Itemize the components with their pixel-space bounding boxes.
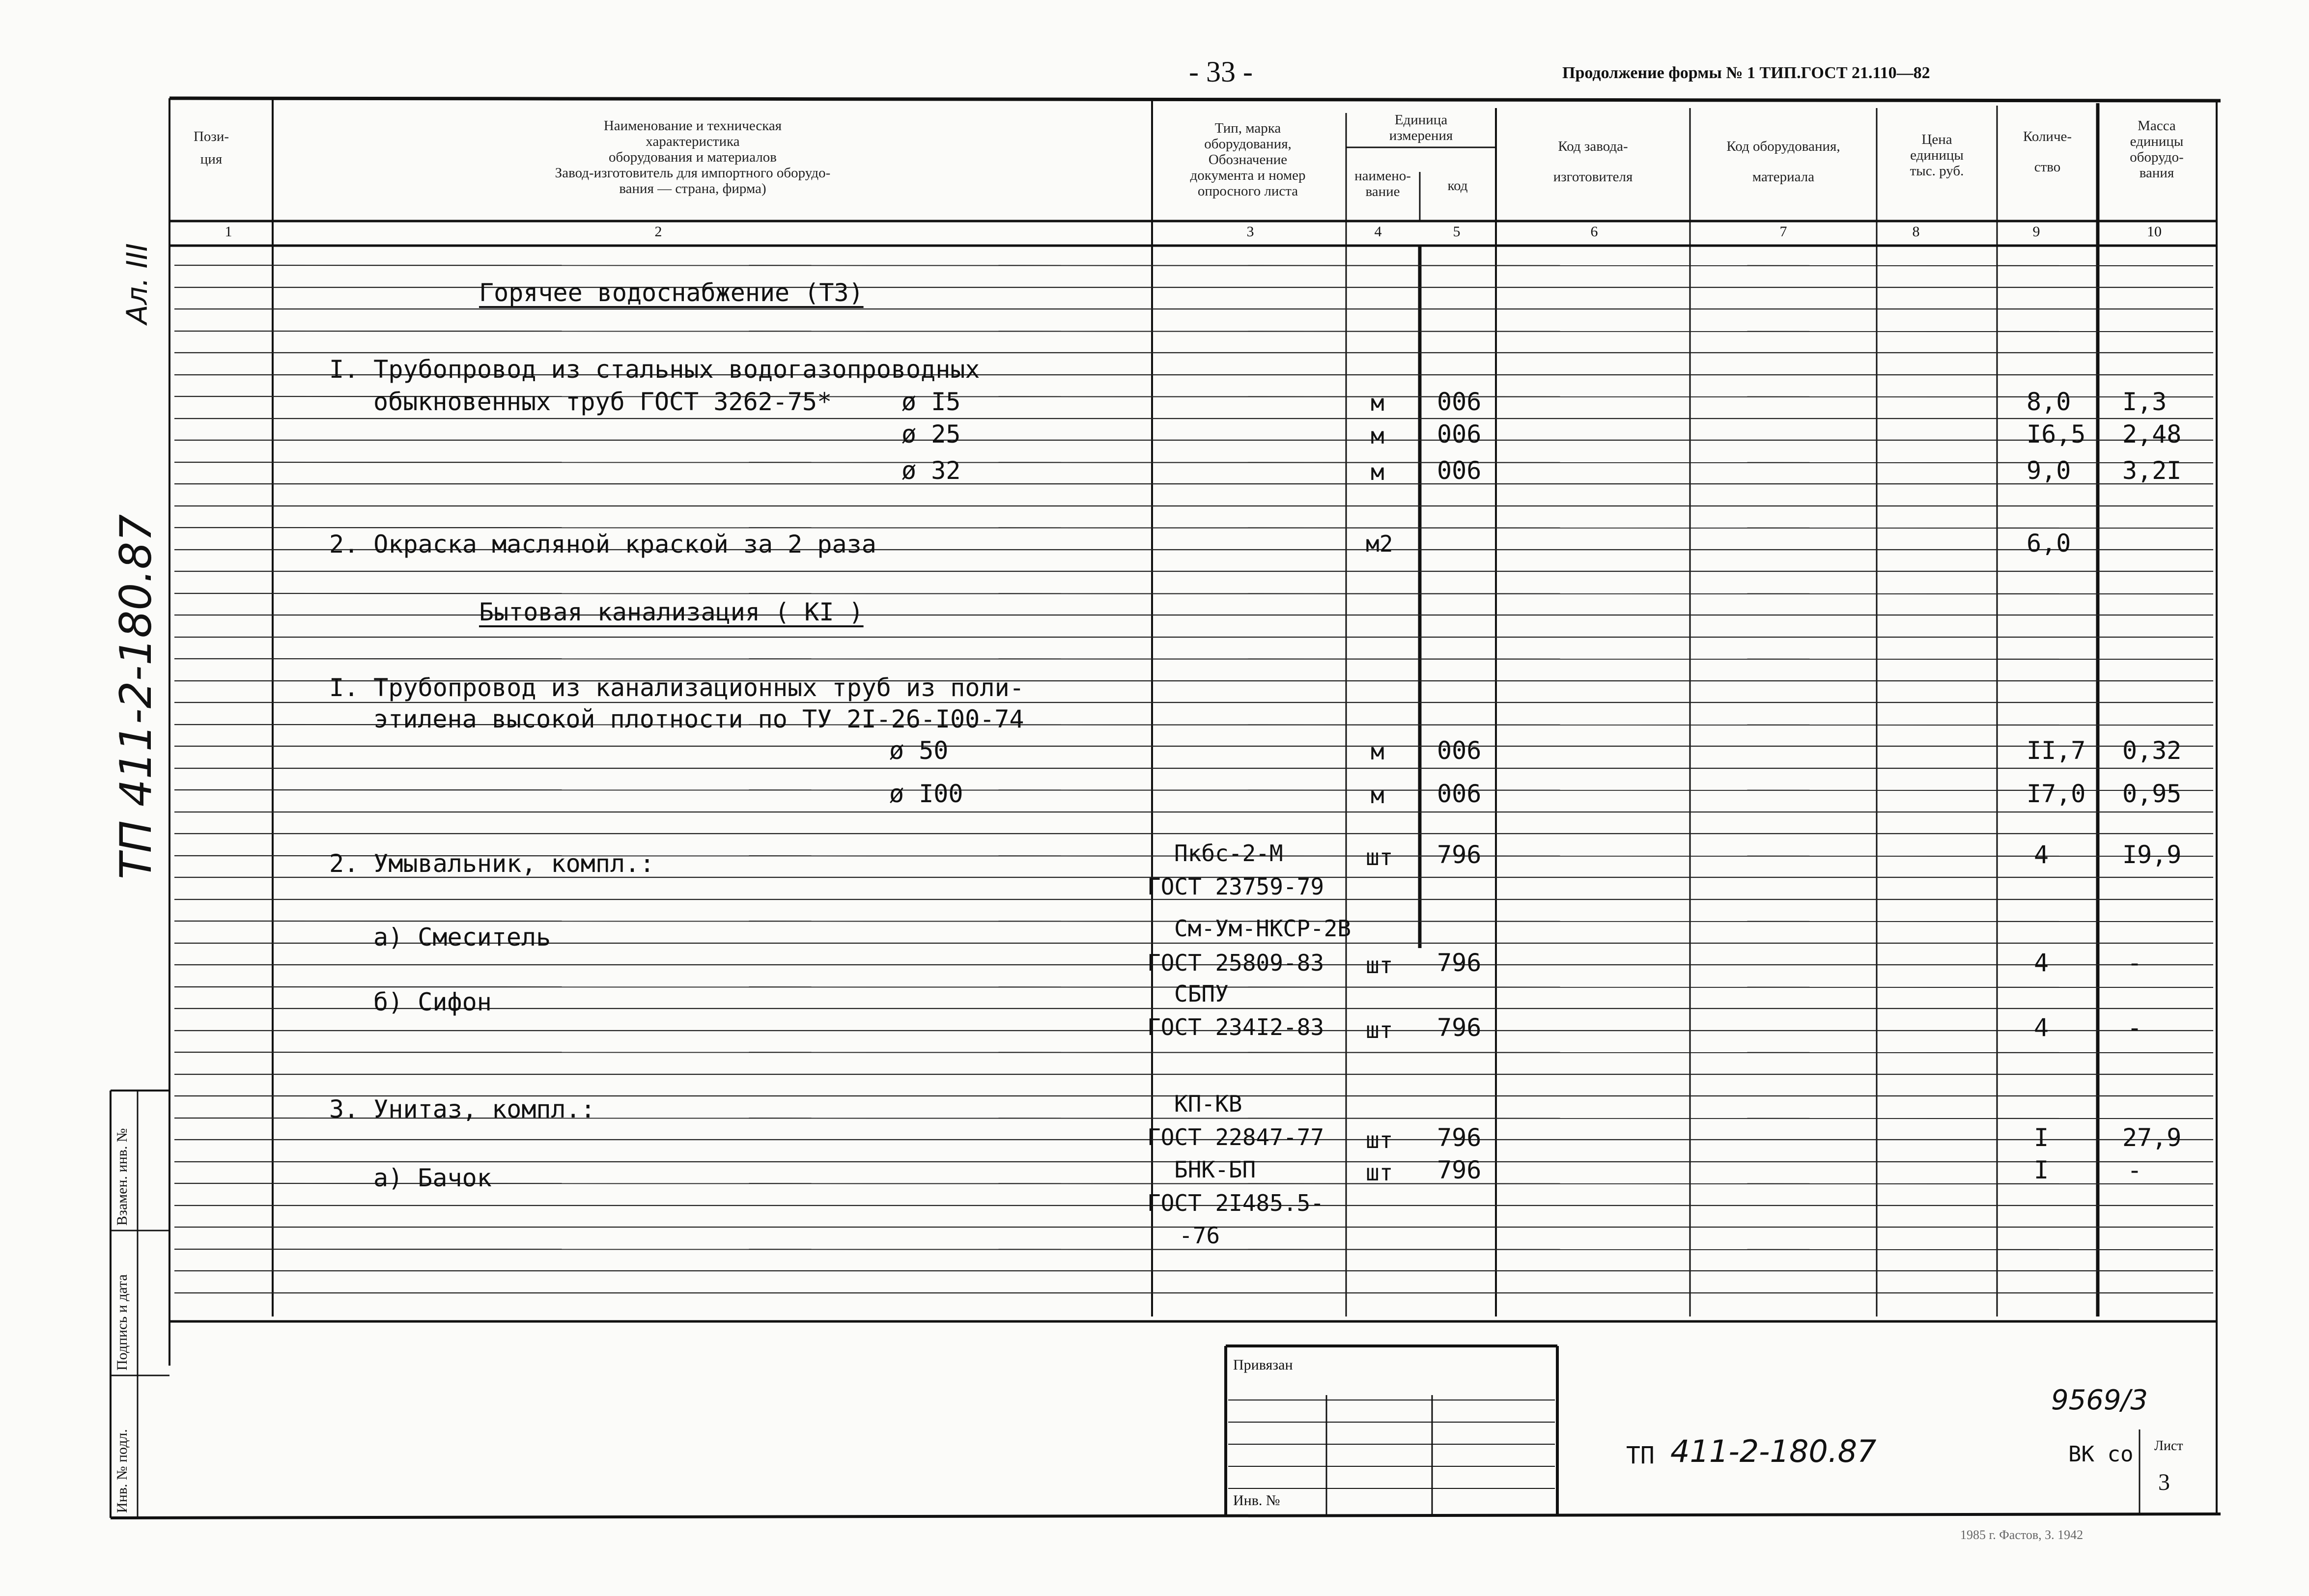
siphon-mass: - — [2127, 1013, 2142, 1042]
header-col9: Количе- ство — [2023, 129, 2072, 175]
pipe4-unit: м — [1371, 738, 1384, 765]
mixer-qty: 4 — [2034, 949, 2049, 977]
washbasin-name: 2. Умывальник, компл.: — [329, 849, 655, 878]
pipe3-unit: м — [1371, 459, 1384, 485]
siphon-unit: шт — [1366, 1017, 1393, 1043]
pipe5-unit: м — [1371, 782, 1384, 809]
col-number-6: 6 — [1590, 224, 1598, 240]
mixer-code: 796 — [1437, 949, 1482, 977]
washbasin-qty: 4 — [2034, 840, 2049, 869]
tank-type: БНК-БП — [1174, 1156, 1256, 1183]
col-number-5: 5 — [1453, 224, 1461, 240]
pipe5-qty: I7,0 — [2027, 780, 2086, 808]
tank-doc2: -76 — [1179, 1222, 1220, 1249]
pipe2-qty: I6,5 — [2027, 420, 2086, 448]
pipe4-code: 006 — [1437, 736, 1482, 765]
col-number-3: 3 — [1246, 224, 1254, 240]
row-rule — [174, 462, 2213, 463]
tank-qty: I — [2034, 1156, 2049, 1184]
section-title-hot-water: Горячее водоснабжение (ТЗ) — [479, 279, 864, 307]
pipe5-code: 006 — [1437, 780, 1482, 808]
handwritten-project-code: ТП 411-2-180.87 — [111, 514, 161, 879]
page-number: - 33 - — [1189, 56, 1253, 88]
side-label-inv-original: Инв. № подл. — [114, 1429, 130, 1513]
header-col10: Масса единицы оборудо- вания — [2130, 118, 2184, 181]
header-col2: Наименование и техническая характеристика оборудования и материалов Завод-изготовитель для импортного оборудо- вания — страна, фирма) — [555, 118, 831, 196]
header-unit-group: Единица измерения — [1389, 112, 1453, 143]
stamp-project-handwritten: 411-2-180.87 — [1670, 1433, 1877, 1469]
siphon-doc: ГОСТ 234I2-83 — [1147, 1014, 1324, 1040]
pipe2-unit: м — [1371, 422, 1384, 449]
tank-code: 796 — [1437, 1156, 1482, 1184]
item3-line1: I. Трубопровод из канализационных труб из поли- — [329, 673, 1024, 702]
pipe3-mass: 3,2I — [2122, 456, 2182, 485]
row-rule — [174, 593, 2213, 594]
header-col3: Тип, марка оборудования, Обозначение документа и номер опросного листа — [1190, 120, 1306, 199]
pipe4-size: ø 50 — [889, 736, 949, 765]
washbasin-mass: I9,9 — [2122, 840, 2182, 869]
mixer-type: См-Ум-НКСР-2В — [1174, 915, 1352, 942]
form-continuation: Продолжение формы № 1 ТИП.ГОСТ 21.110—82 — [1562, 64, 1930, 82]
col-number-4: 4 — [1374, 224, 1382, 240]
col-number-2: 2 — [654, 224, 662, 240]
row-rule — [174, 265, 2213, 266]
pipe2-code: 006 — [1437, 420, 1482, 448]
pipe4-qty: II,7 — [2027, 736, 2086, 765]
pipe2-size: ø 25 — [901, 420, 961, 448]
side-label-replace-inv: Взамен. инв. № — [114, 1128, 130, 1226]
tank-name: а) Бачок — [373, 1164, 492, 1192]
pipe4-mass: 0,32 — [2122, 736, 2182, 765]
header-col8: Цена единицы тыс. руб. — [1910, 132, 1964, 179]
side-label-signature-date: Подпись и дата — [114, 1274, 130, 1371]
siphon-type: СБПУ — [1174, 980, 1229, 1007]
col-number-1: 1 — [225, 224, 232, 240]
washbasin-type: Пкбс-2-М — [1174, 840, 1283, 867]
pipe1-unit: м — [1371, 390, 1384, 416]
stamp-sheet-label: Лист — [2154, 1438, 2183, 1454]
stamp-attached-label: Привязан — [1233, 1357, 1293, 1373]
toilet-mass: 27,9 — [2122, 1123, 2182, 1152]
item3-line2: этилена высокой плотности по ТУ 2I-26-I00-74 — [373, 705, 1024, 733]
pipe3-size: ø 32 — [901, 456, 961, 485]
item1-line2: обыкновенных труб ГОСТ 3262-75* — [373, 388, 832, 416]
header-col4: наимено- вание — [1354, 168, 1411, 199]
item2-name: 2. Окраска масляной краской за 2 раза — [329, 530, 876, 559]
col-number-10: 10 — [2147, 224, 2162, 240]
pipe5-size: ø I00 — [889, 780, 963, 808]
row-rule — [174, 331, 2213, 332]
item2-qty: 6,0 — [2027, 529, 2071, 558]
col-number-7: 7 — [1779, 224, 1787, 240]
footer-print-info: 1985 г. Фастов, З. 1942 — [1960, 1528, 2084, 1542]
header-col5: код — [1447, 178, 1468, 194]
pipe1-code: 006 — [1437, 388, 1482, 416]
siphon-qty: 4 — [2034, 1013, 2049, 1042]
header-col1: Пози- ция — [193, 129, 229, 167]
mixer-unit: шт — [1366, 952, 1393, 979]
washbasin-doc: ГОСТ 23759-79 — [1147, 873, 1324, 900]
mixer-doc: ГОСТ 25809-83 — [1147, 950, 1324, 976]
item2-unit: м2 — [1366, 531, 1393, 557]
tank-unit: шт — [1366, 1159, 1393, 1186]
mixer-name: а) Смеситель — [373, 923, 551, 952]
siphon-name: б) Сифон — [373, 988, 492, 1016]
row-rule — [174, 1052, 2213, 1053]
col-number-8: 8 — [1912, 224, 1920, 240]
siphon-code: 796 — [1437, 1013, 1482, 1042]
toilet-code: 796 — [1437, 1123, 1482, 1152]
stamp-mark: ВК со — [2068, 1442, 2134, 1467]
header-col6: Код завода- изготовителя — [1553, 139, 1633, 185]
toilet-qty: I — [2034, 1123, 2049, 1152]
col-number-9: 9 — [2032, 224, 2040, 240]
pipe3-qty: 9,0 — [2027, 456, 2071, 485]
toilet-name: 3. Унитаз, компл.: — [329, 1095, 595, 1123]
stamp-handwritten-number: 9569/3 — [2051, 1384, 2148, 1416]
pipe3-code: 006 — [1437, 456, 1482, 485]
section-title-sewer: Бытовая канализация ( КI ) — [479, 598, 864, 626]
row-rule — [174, 1249, 2213, 1250]
washbasin-unit: шт — [1366, 844, 1393, 870]
stamp-sheet-number: 3 — [2158, 1469, 2170, 1495]
toilet-unit: шт — [1366, 1127, 1393, 1153]
mixer-mass: - — [2127, 949, 2142, 977]
toilet-doc: ГОСТ 22847-77 — [1147, 1124, 1324, 1150]
tank-doc1: ГОСТ 2I485.5- — [1147, 1190, 1324, 1216]
washbasin-code: 796 — [1437, 840, 1482, 869]
stamp-project-prefix: ТП — [1626, 1442, 1655, 1469]
pipe2-mass: 2,48 — [2122, 420, 2182, 448]
handwritten-album-note: Ал. III — [120, 243, 154, 324]
header-col7: Код оборудования, материала — [1726, 139, 1840, 185]
pipe1-qty: 8,0 — [2027, 388, 2071, 416]
tank-mass: - — [2127, 1156, 2142, 1184]
item1-line1: I. Трубопровод из стальных водогазопроводных — [329, 355, 980, 384]
pipe5-mass: 0,95 — [2122, 780, 2182, 808]
pipe1-mass: I,3 — [2122, 388, 2167, 416]
stamp-inv-label: Инв. № — [1233, 1492, 1280, 1509]
pipe1-size: ø I5 — [901, 388, 961, 416]
toilet-type: КП-КВ — [1174, 1091, 1242, 1117]
